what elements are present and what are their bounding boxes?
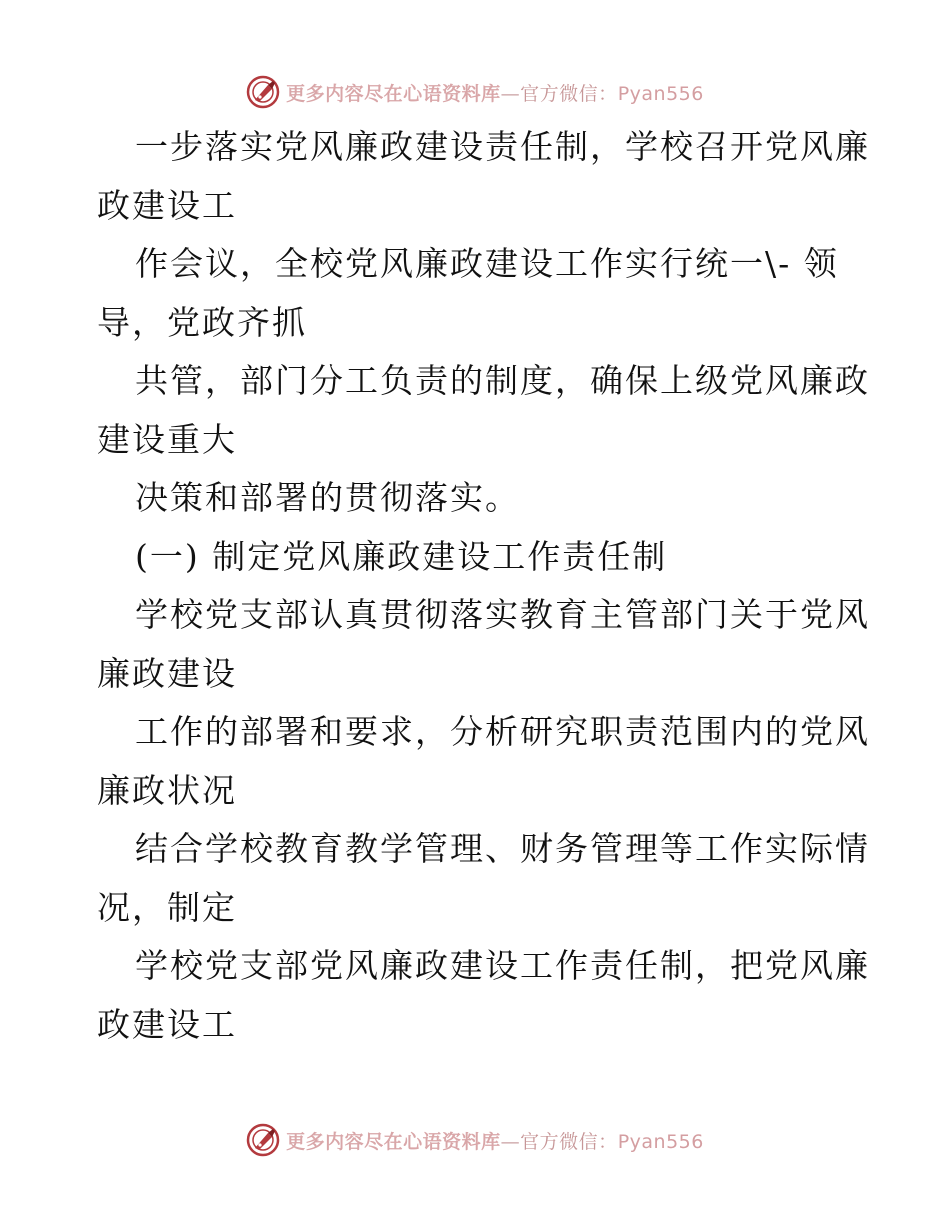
- footer-watermark: [0, 1120, 950, 1160]
- text-line: 建设重大: [97, 419, 237, 459]
- text-line: 政建设工: [97, 185, 237, 225]
- text-line: 况，制定: [97, 887, 237, 927]
- pen-nib-logo-icon: [246, 1123, 280, 1157]
- text-line: 廉政状况: [97, 770, 237, 810]
- text-line: 作会议，全校党风廉政建设工作实行统一\- 领: [135, 244, 839, 283]
- text-line: 结合学校教育教学管理、财务管理等工作实际情: [135, 829, 870, 868]
- text-line: 学校党支部党风廉政建设工作责任制，把党风廉: [135, 946, 870, 985]
- text-line: 学校党支部认真贯彻落实教育主管部门关于党风: [135, 595, 870, 634]
- section-heading: (一) 制定党风廉政建设工作责任制: [135, 536, 668, 576]
- watermark-text: 更多内容尽在心语资料库—官方微信：Pyan556: [286, 82, 704, 105]
- text-line: 廉政建设: [97, 653, 237, 693]
- text-line: 工作的部署和要求，分析研究职责范围内的党风: [135, 712, 870, 751]
- text-line: 决策和部署的贯彻落实。: [135, 478, 520, 517]
- watermark-text: 更多内容尽在心语资料库—官方微信：Pyan556: [286, 1130, 704, 1153]
- text-line: 一步落实党风廉政建设责任制，学校召开党风廉: [135, 127, 870, 166]
- document-body: [97, 118, 870, 1054]
- text-line: 政建设工: [97, 1004, 237, 1044]
- pen-nib-logo-icon: [246, 75, 280, 109]
- header-watermark: [0, 72, 950, 112]
- text-line: 导，党政齐抓: [97, 302, 307, 342]
- text-line: 共管，部门分工负责的制度，确保上级党风廉政: [135, 361, 870, 400]
